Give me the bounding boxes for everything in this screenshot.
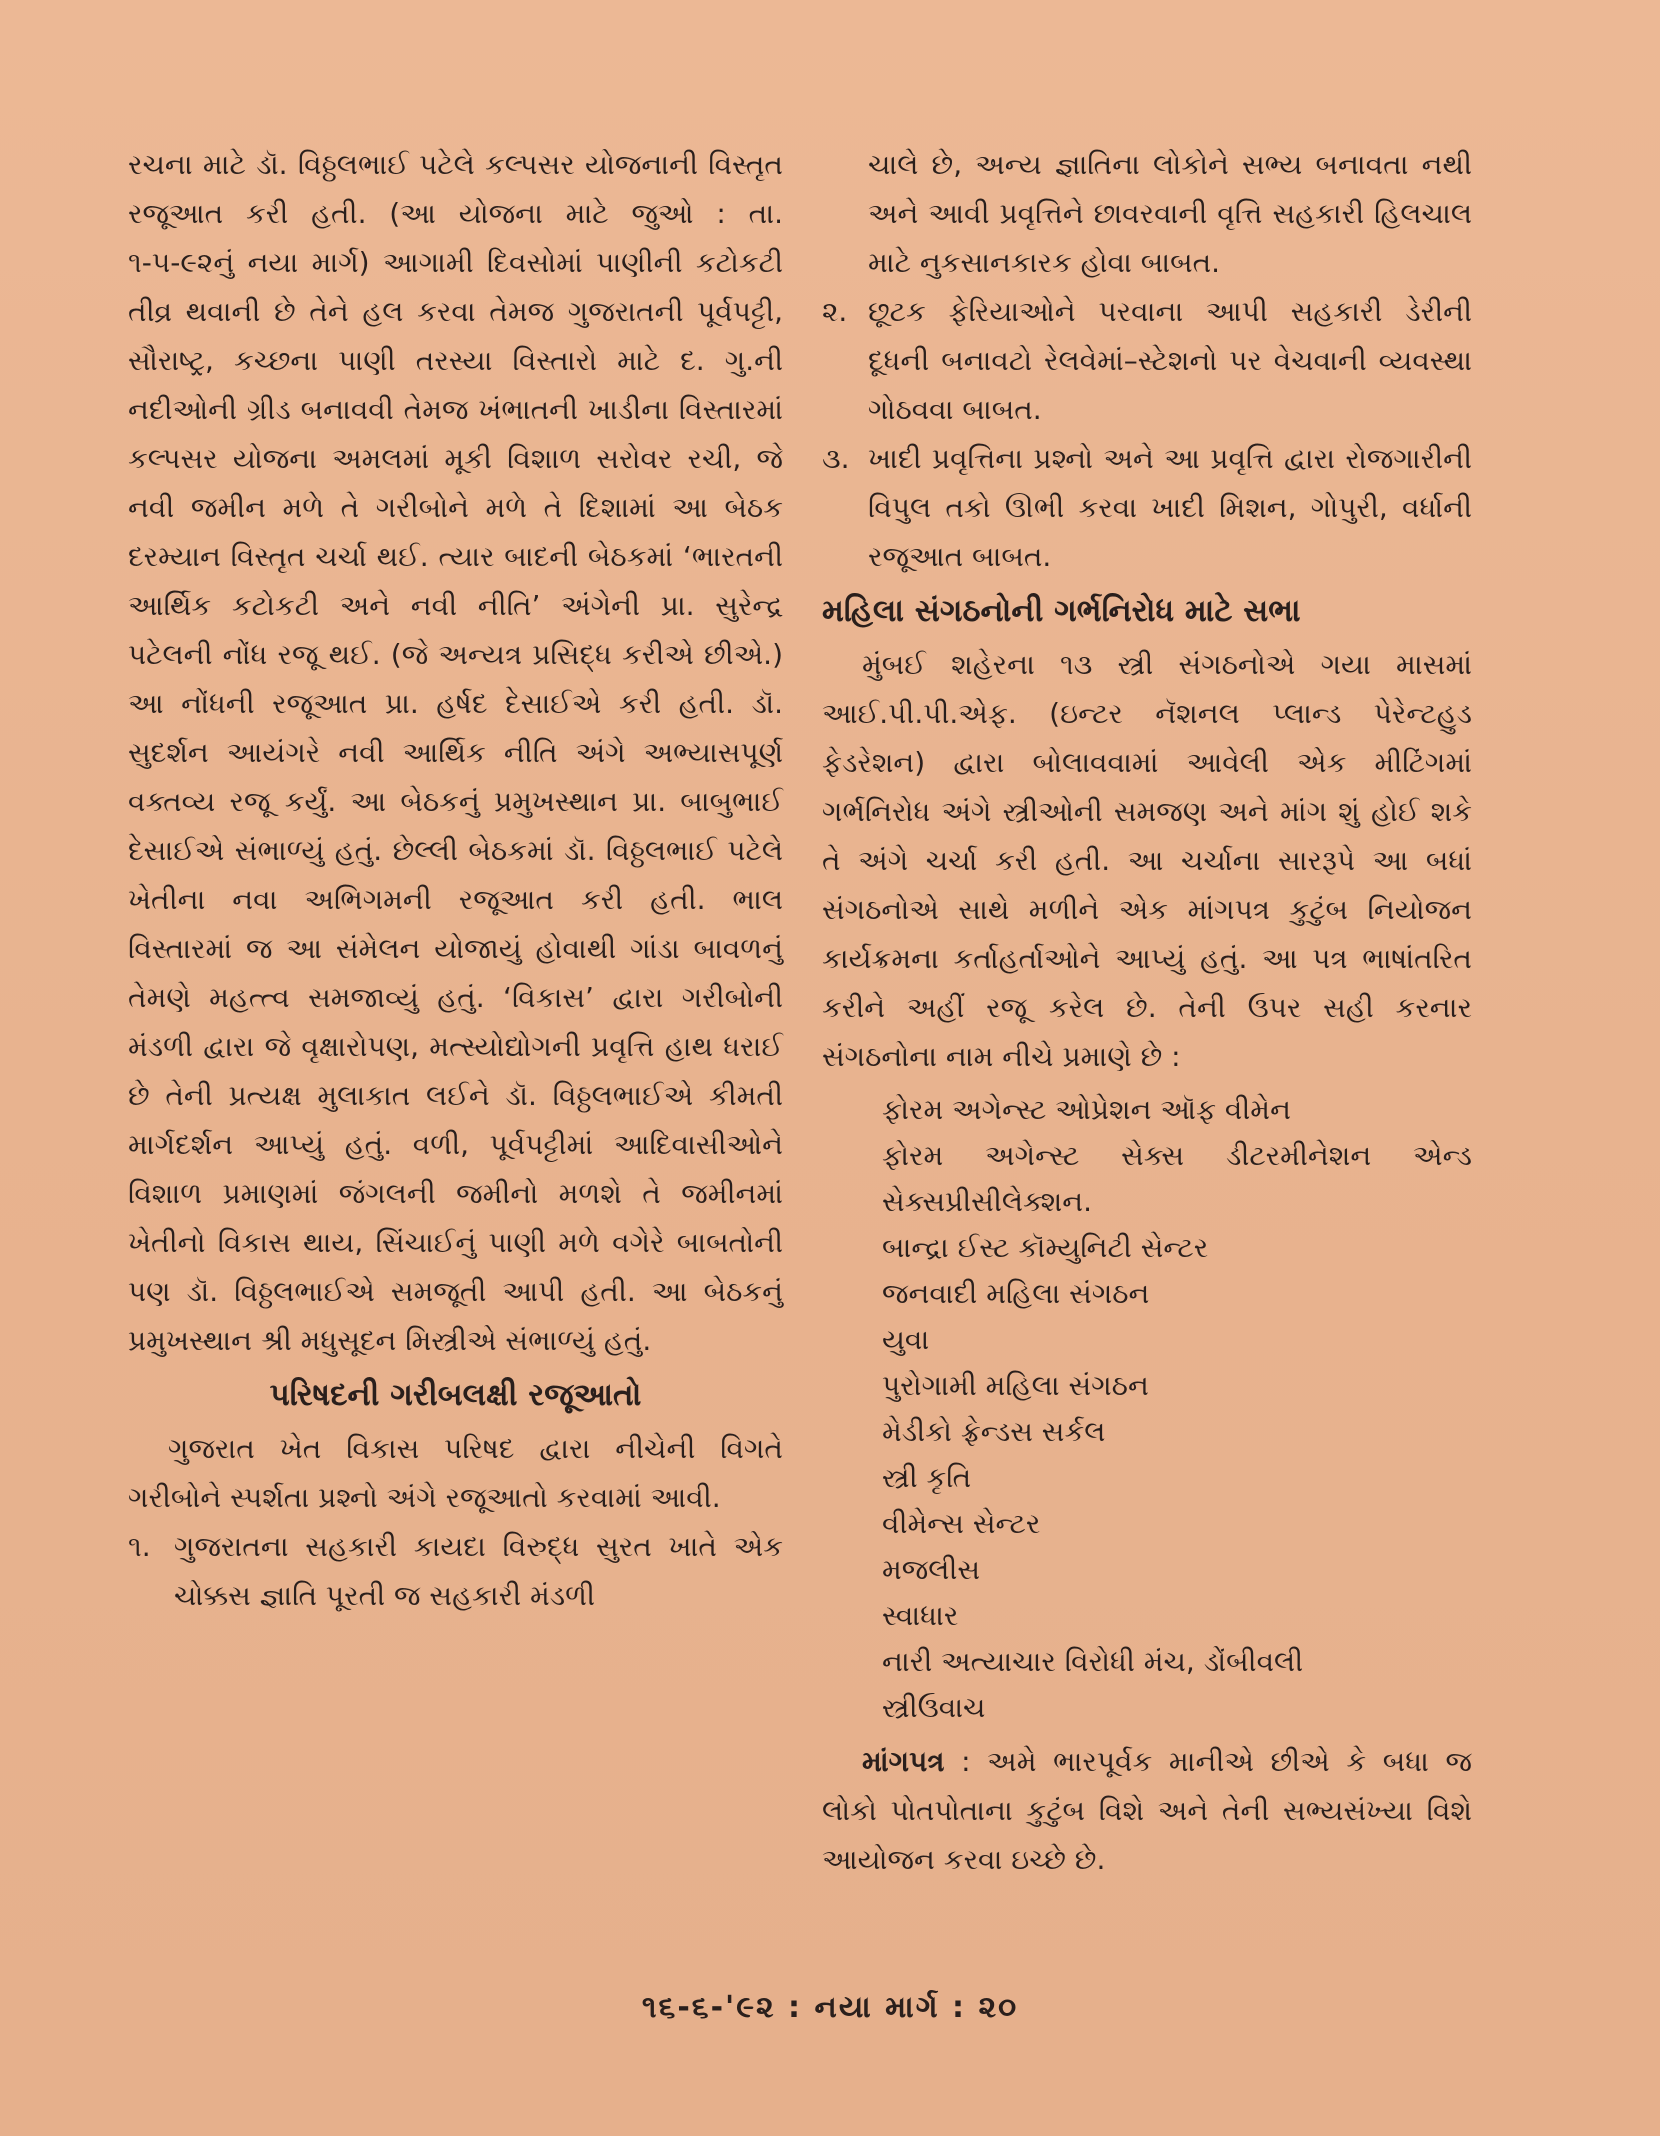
numbered-item [822, 434, 1472, 581]
list-item: ફોરમ અગેન્સ્ટ સેક્સ ડીટરમીનેશન એન્ડ સેક્સપ્રીસીલેક્શન. [882, 1139, 1472, 1218]
numbered-item [822, 287, 1472, 434]
item-text: ગુજરાતના સહકારી કાયદા વિરુદ્ધ સુરત ખાતે એક ચોક્કસ જ્ઞાતિ પૂરતી જ સહકારી મંડળી [174, 1530, 783, 1612]
numbered-item [128, 1522, 783, 1620]
item-number: ૧. [128, 1530, 151, 1563]
list-item: પુરોગામી મહિલા સંગઠન [882, 1369, 1149, 1402]
item-number: ૩. [822, 442, 850, 475]
page-footer: ૧૬-૬-'૯૨ : નયા માર્ગ : ૨૦ [641, 1990, 1019, 2025]
list-item: જનવાદી મહિલા સંગઠન [882, 1277, 1150, 1310]
item-text: ચાલે છે, અન્ય જ્ઞાતિના લોકોને સભ્ય બનાવતા નથી અને આવી પ્રવૃત્તિને છાવરવાની વૃત્તિ સહકારી હિલચાલ માટે નુકસાનકારક હોવા બાબત. [868, 148, 1472, 279]
section-heading: પરિષદની ગરીબલક્ષી રજૂઆતો [269, 1377, 642, 1413]
list-item: બાન્દ્રા ઈસ્ટ કૉમ્યુનિટી સેન્ટર [882, 1231, 1209, 1264]
item-text: ખાદી પ્રવૃત્તિના પ્રશ્નો અને આ પ્રવૃત્તિ દ્વારા રોજગારીની વિપુલ તકો ઊભી કરવા ખાદી મિશન, ગોપુરી, વર્ધાની રજૂઆત બાબત. [868, 442, 1472, 573]
body-paragraph: મુંબઈ શહેરના ૧૩ સ્ત્રી સંગઠનોએ ગયા માસમાં આઈ.પી.પી.એફ. (ઇન્ટર નૅશનલ પ્લાન્ડ પેરેન્ટહુડ ફેડરેશન) દ્વારા બોલાવવામાં આવેલી એક મીટિંગમાં ગર્ભનિરોધ અંગે સ્ત્રીઓની સમજણ અને માંગ શું હોઈ શકે તે અંગે ચર્ચા કરી હતી. આ ચર્ચાના સારરૂપે આ બધાં સંગઠનોએ સાથે મળીને એક માંગપત્ર કુટુંબ નિયોજન કાર્યક્રમના કર્તાહર્તાઓને આપ્યું હતું. આ પત્ર ભાષાંતરિત કરીને અહીં રજૂ કરેલ છે. તેની ઉપર સહી કરનાર સંગઠનોના નામ નીચે પ્રમાણે છે : [822, 648, 1472, 1073]
right-column [822, 140, 1472, 1884]
list-item: સ્વાધાર [882, 1599, 959, 1632]
left-column [128, 140, 783, 1620]
body-paragraph: ગુજરાત ખેત વિકાસ પરિષદ દ્વારા નીચેની વિગતે ગરીબોને સ્પર્શતા પ્રશ્નો અંગે રજૂઆતો કરવામાં આવી. [128, 1432, 783, 1514]
list-item: નારી અત્યાચાર વિરોધી મંચ, ડોંબીવલી [882, 1645, 1304, 1678]
list-item: મેડીકો ફ્રેન્ડસ સર્કલ [882, 1415, 1106, 1448]
list-item: ફોરમ અગેન્સ્ટ ઓપ્રેશન ઑફ વીમેન [882, 1093, 1291, 1126]
organization-list [822, 1087, 1472, 1731]
item-text: છૂટક ફેરિયાઓને પરવાના આપી સહકારી ડેરીની દૂધની બનાવટો રેલવેમાં–સ્ટેશનો પર વેચવાની વ્યવસ્થા ગોઠવવા બાબત. [868, 295, 1472, 426]
inline-label: માંગપત્ર [862, 1745, 945, 1778]
numbered-item-continued [822, 140, 1472, 287]
item-number: ૨. [822, 295, 848, 328]
inline-text: : અમે ભારપૂર્વક માનીએ છીએ કે બધા જ લોકો પોતપોતાના કુટુંબ વિશે અને તેની સભ્યસંખ્યા વિશે આયોજન કરવા ઇચ્છે છે. [822, 1745, 1473, 1876]
list-item: મજલીસ [882, 1553, 981, 1586]
list-item: યુવા [882, 1323, 930, 1356]
list-item: સ્ત્રીઉવાચ [882, 1691, 986, 1724]
section-heading: મહિલા સંગઠનોની ગર્ભનિરોધ માટે સભા [822, 593, 1301, 629]
body-paragraph [822, 1737, 1472, 1884]
list-item: વીમેન્સ સેન્ટર [882, 1507, 1041, 1540]
body-paragraph: રચના માટે ડૉ. વિઠ્ઠલભાઈ પટેલે કલ્પસર યોજનાની વિસ્તૃત રજૂઆત કરી હતી. (આ યોજના માટે જુઓ : તા. ૧-૫-૯૨નું નયા માર્ગ) આગામી દિવસોમાં પાણીની કટોકટી તીવ્ર થવાની છે તેને હલ કરવા તેમજ ગુજરાતની પૂર્વપટ્ટી, સૌરાષ્ટ્ર, કચ્છના પાણી તરસ્યા વિસ્તારો માટે દ. ગુ.ની નદીઓની ગ્રીડ બનાવવી તેમજ ખંભાતની ખાડીના વિસ્તારમાં કલ્પસર યોજના અમલમાં મૂકી વિશાળ સરોવર રચી, જે નવી જમીન મળે તે ગરીબોને મળે તે દિશામાં આ બેઠક દરમ્યાન વિસ્તૃત ચર્ચા થઈ. ત્યાર બાદની બેઠકમાં ‘ભારતની આર્થિક કટોકટી અને નવી નીતિ’ અંગેની પ્રા. સુરેન્દ્ર પટેલની નોંધ રજૂ થઈ. (જે અન્યત્ર પ્રસિદ્ધ કરીએ છીએ.) આ નોંધની રજૂઆત પ્રા. હર્ષદ દેસાઈએ કરી હતી. ડૉ. સુદર્શન આયંગરે નવી આર્થિક નીતિ અંગે અભ્યાસપૂર્ણ વક્તવ્ય રજૂ કર્યું. આ બેઠકનું પ્રમુખસ્થાન પ્રા. બાબુભાઈ દેસાઈએ સંભાળ્યું હતું. છેલ્લી બેઠકમાં ડૉ. વિઠ્ઠલભાઈ પટેલે ખેતીના નવા અભિગમની રજૂઆત કરી હતી. ભાલ વિસ્તારમાં જ આ સંમેલન યોજાયું હોવાથી ગાંડા બાવળનું તેમણે મહત્ત્વ સમજાવ્યું હતું. ‘વિકાસ’ દ્વારા ગરીબોની મંડળી દ્વારા જે વૃક્ષારોપણ, મત્સ્યોદ્યોગની પ્રવૃત્તિ હાથ ધરાઈ છે તેની પ્રત્યક્ષ મુલાકાત લઈને ડૉ. વિઠ્ઠલભાઈએ કીમતી માર્ગદર્શન આપ્યું હતું. વળી, પૂર્વપટ્ટીમાં આદિવાસીઓને વિશાળ પ્રમાણમાં જંગલની જમીનો મળશે તે જમીનમાં ખેતીનો વિકાસ થાય, સિંચાઈનું પાણી મળે વગેરે બાબતોની પણ ડૉ. વિઠ્ઠલભાઈએ સમજૂતી આપી હતી. આ બેઠકનું પ્રમુખસ્થાન શ્રી મધુસૂદન મિસ્ત્રીએ સંભાળ્યું હતું. [128, 148, 783, 1357]
list-item: સ્ત્રી કૃતિ [882, 1461, 972, 1494]
